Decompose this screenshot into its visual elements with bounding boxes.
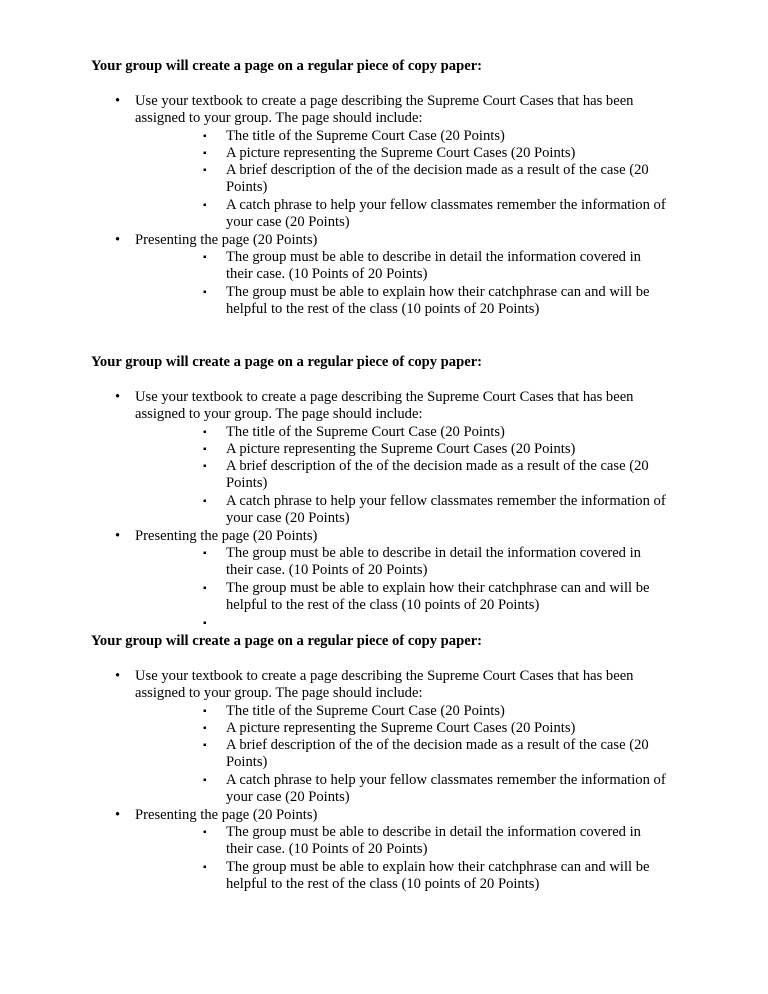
square-bullet-icon: ▪	[203, 827, 207, 838]
square-bullet-icon: ▪	[203, 775, 207, 786]
sub-list-item-text: A brief description of the of the decision made as a result of the case (20 Points)	[226, 737, 649, 771]
list-item-text: Use your textbook to create a page describing the Supreme Court Cases that has been assigned to your group. The page should include:	[135, 389, 634, 423]
sub-list-item-text: The title of the Supreme Court Case (20 Points)	[226, 703, 505, 719]
bullet-icon: •	[115, 528, 121, 544]
square-bullet-icon: ▪	[203, 723, 207, 734]
square-bullet-icon: ▪	[203, 706, 207, 717]
sub-list-item-text: A picture representing the Supreme Court Cases (20 Points)	[226, 720, 576, 736]
sub-list-item-text: A picture representing the Supreme Court Cases (20 Points)	[226, 145, 576, 161]
square-bullet-icon: ▪	[203, 740, 207, 751]
list-item-text: Presenting the page (20 Points)	[135, 807, 318, 823]
sub-list-item-text: The group must be able to explain how their catchphrase can and will be helpful to the rest of the class (10 points of 20 Points)	[226, 859, 650, 893]
bullet-icon: •	[115, 93, 121, 109]
square-bullet-icon: ▪	[203, 444, 207, 455]
section-heading: Your group will create a page on a regular piece of copy paper:	[91, 633, 483, 649]
square-bullet-icon: ▪	[203, 461, 207, 472]
sub-list-item-text: A catch phrase to help your fellow classmates remember the information of your case (20 Points)	[226, 197, 666, 231]
square-bullet-icon: ▪	[203, 131, 207, 142]
sub-list-item-text: A picture representing the Supreme Court Cases (20 Points)	[226, 441, 576, 457]
sub-list-item-text: The title of the Supreme Court Case (20 Points)	[226, 424, 505, 440]
square-bullet-icon: ▪	[203, 862, 207, 873]
sub-list-item-text: The group must be able to describe in detail the information covered in their case. (10 Points of 20 Points)	[226, 545, 641, 579]
square-bullet-icon: ▪	[203, 427, 207, 438]
square-bullet-icon: ▪	[203, 148, 207, 159]
square-bullet-icon: ▪	[203, 252, 207, 263]
bullet-icon: •	[115, 668, 121, 684]
sub-list-item-text: A catch phrase to help your fellow classmates remember the information of your case (20 Points)	[226, 493, 666, 527]
bullet-icon: •	[115, 807, 121, 823]
square-bullet-icon: ▪	[203, 548, 207, 559]
square-bullet-icon: ▪	[203, 496, 207, 507]
list-item-text: Presenting the page (20 Points)	[135, 528, 318, 544]
sub-list-item-text: The group must be able to describe in detail the information covered in their case. (10 Points of 20 Points)	[226, 249, 641, 283]
bullet-icon: •	[115, 232, 121, 248]
square-bullet-icon: ▪	[203, 287, 207, 298]
square-bullet-icon: ▪	[203, 583, 207, 594]
section-heading: Your group will create a page on a regular piece of copy paper:	[91, 354, 483, 370]
square-bullet-icon: ▪	[203, 165, 207, 176]
list-item-text: Presenting the page (20 Points)	[135, 232, 318, 248]
list-item-text: Use your textbook to create a page describing the Supreme Court Cases that has been assigned to your group. The page should include:	[135, 668, 634, 702]
bullet-icon: •	[115, 389, 121, 405]
sub-list-item-text: A brief description of the of the decision made as a result of the case (20 Points)	[226, 162, 649, 196]
list-item-text: Use your textbook to create a page describing the Supreme Court Cases that has been assigned to your group. The page should include:	[135, 93, 634, 127]
sub-list-item-text: The group must be able to explain how their catchphrase can and will be helpful to the rest of the class (10 points of 20 Points)	[226, 580, 650, 614]
section-heading: Your group will create a page on a regular piece of copy paper:	[91, 58, 483, 74]
sub-list-item-text: A brief description of the of the decision made as a result of the case (20 Points)	[226, 458, 649, 492]
square-bullet-icon: ▪	[203, 618, 207, 629]
sub-list-item-text: A catch phrase to help your fellow classmates remember the information of your case (20 Points)	[226, 772, 666, 806]
sub-list-item-text: The group must be able to explain how their catchphrase can and will be helpful to the rest of the class (10 points of 20 Points)	[226, 284, 650, 318]
sub-list-item-text: The title of the Supreme Court Case (20 Points)	[226, 128, 505, 144]
square-bullet-icon: ▪	[203, 200, 207, 211]
sub-list-item-text: The group must be able to describe in detail the information covered in their case. (10 Points of 20 Points)	[226, 824, 641, 858]
